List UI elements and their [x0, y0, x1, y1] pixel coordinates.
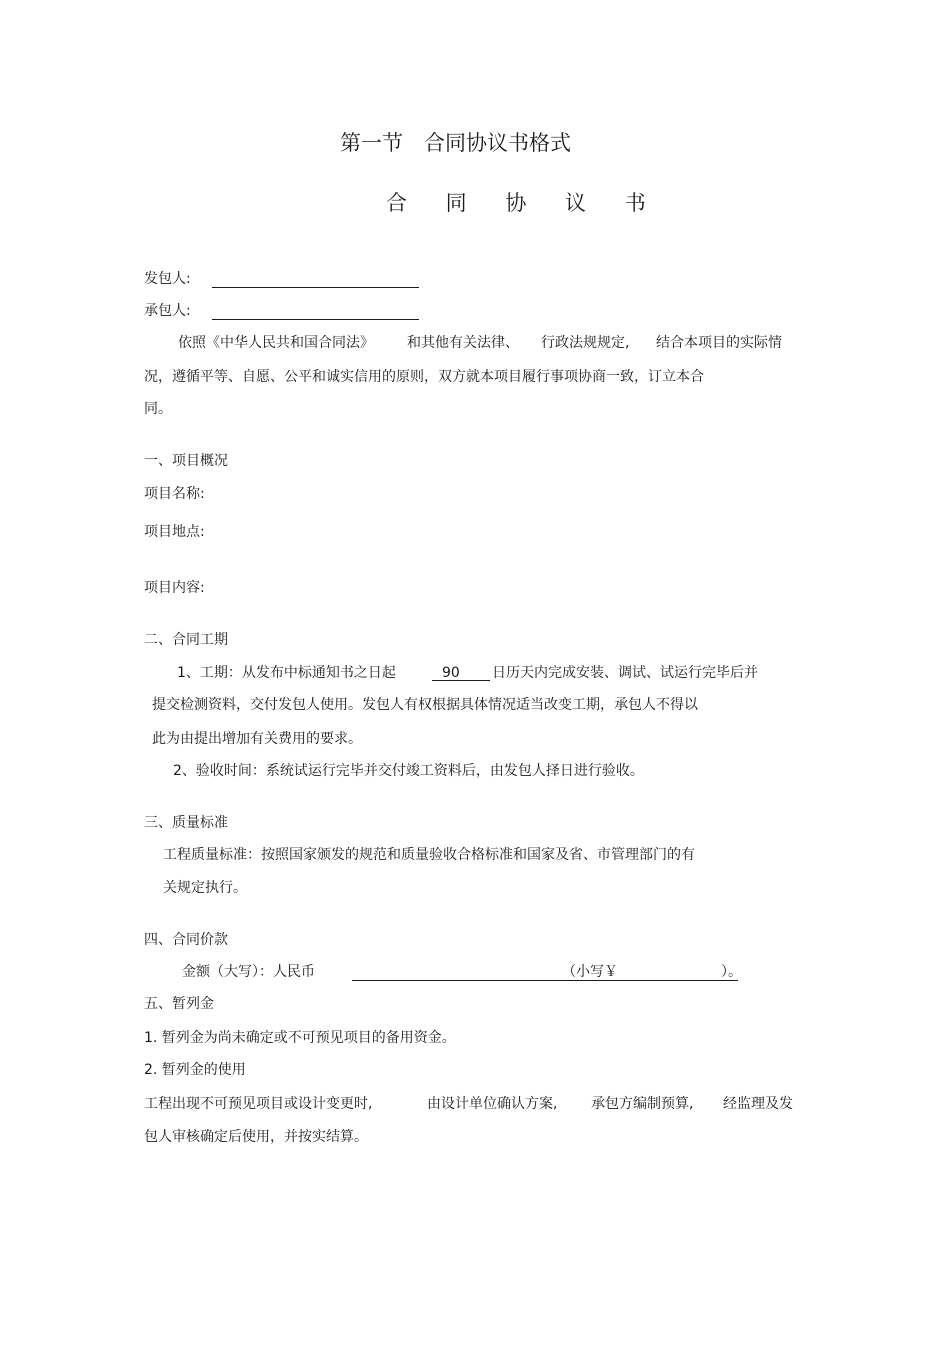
- project-content-label: 项目内容:: [144, 580, 205, 596]
- intro-line3: 同。: [144, 401, 172, 417]
- provisional-para-d: 经监理及发: [723, 1096, 793, 1112]
- section-title: 第一节 合同协议书格式: [340, 131, 571, 155]
- duration-line3: 此为由提出增加有关费用的要求。: [152, 731, 362, 747]
- section1-heading: 一、项目概况: [144, 453, 228, 469]
- intro-part4: 结合本项目的实际情: [656, 335, 782, 351]
- amount-blank: [352, 980, 738, 981]
- duration-suffix: 日历天内完成安装、调试、试运行完毕后并: [492, 665, 758, 681]
- amount-label: 金额（大写）：人民币: [182, 964, 315, 980]
- amount-close: ）。: [721, 964, 742, 980]
- section3-heading: 三、质量标准: [144, 815, 228, 831]
- section2-heading: 二、合同工期: [144, 632, 228, 648]
- provisional-para-b: 由设计单位确认方案,: [427, 1096, 558, 1112]
- section4-heading: 四、合同价款: [144, 932, 228, 948]
- duration-prefix: 1、工期：从发布中标通知书之日起: [177, 665, 396, 681]
- employer-blank: [212, 287, 419, 288]
- contractor-label: 承包人:: [144, 303, 191, 319]
- quality-line1: 工程质量标准：按照国家颁发的规范和质量验收合格标准和国家及省、市管理部门的有: [163, 847, 695, 863]
- document-title: 合 同 协 议 书: [386, 191, 662, 215]
- provisional-para-a: 工程出现不可预见项目或设计变更时,: [144, 1096, 373, 1112]
- duration-days: 90: [432, 664, 490, 681]
- quality-line2: 关规定执行。: [163, 880, 247, 896]
- intro-part2: 和其他有关法律、: [407, 335, 519, 351]
- provisional-para-c: 承包方编制预算,: [591, 1096, 694, 1112]
- employer-label: 发包人:: [144, 271, 191, 287]
- intro-part1: 依照《中华人民共和国合同法》: [178, 335, 374, 351]
- amount-small-label: （小写￥: [562, 964, 618, 980]
- provisional-line2: 包人审核确定后使用，并按实结算。: [144, 1129, 368, 1145]
- provisional-item1: 1. 暂列金为尚未确定或不可预见项目的备用资金。: [144, 1030, 456, 1046]
- intro-part3: 行政法规规定,: [541, 335, 630, 351]
- section5-heading: 五、暂列金: [144, 996, 214, 1012]
- duration-line2: 提交检测资料，交付发包人使用。发包人有权根据具体情况适当改变工期，承包人不得以: [152, 697, 698, 713]
- project-location-label: 项目地点:: [144, 524, 205, 540]
- acceptance-time: 2、验收时间：系统试运行完毕并交付竣工资料后，由发包人择日进行验收。: [173, 763, 644, 779]
- contractor-blank: [212, 319, 419, 320]
- project-name-label: 项目名称:: [144, 486, 205, 502]
- intro-line2: 况，遵循平等、自愿、公平和诚实信用的原则，双方就本项目履行事项协商一致，订立本合: [144, 369, 704, 385]
- provisional-item2: 2. 暂列金的使用: [144, 1062, 246, 1078]
